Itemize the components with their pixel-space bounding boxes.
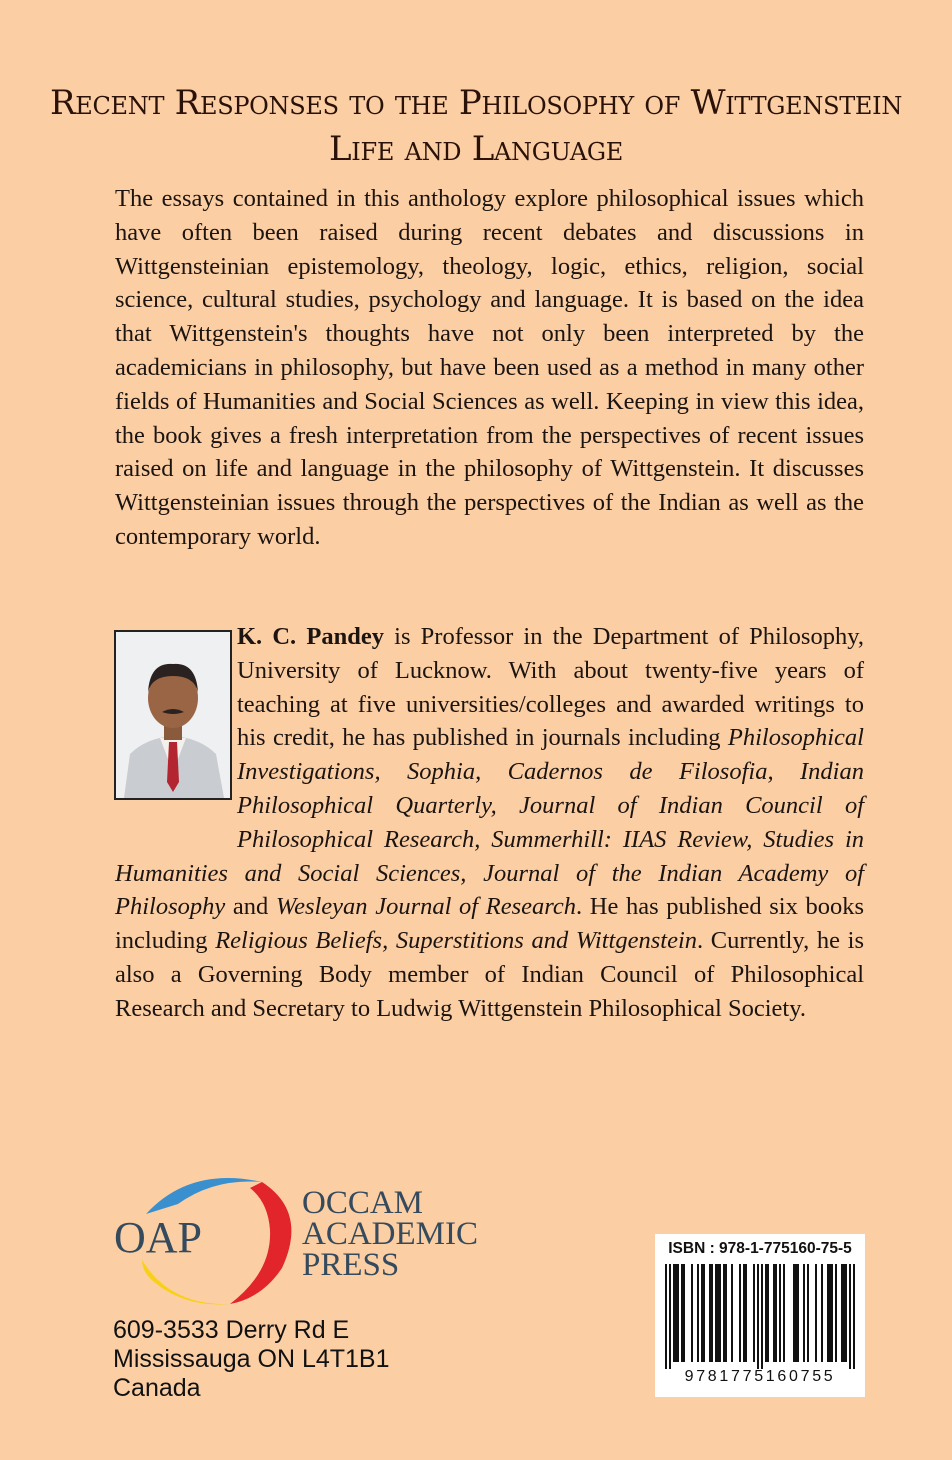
barcode-bar [783, 1264, 785, 1362]
logo-red-swoosh-icon [230, 1182, 291, 1304]
barcode-bar [779, 1264, 781, 1362]
address-line3: Canada [113, 1374, 201, 1402]
barcode-bar [669, 1264, 671, 1369]
author-bio-current: . Currently, he is also a Governing Body member of Indian Council of Philosophical Research and Secretary to Ludwig Wittgenstein Philosophical Society. [115, 927, 864, 1022]
barcode-bar [745, 1264, 747, 1362]
barcode-icon [661, 1264, 859, 1369]
author-bio-intro: is Professor in the Department of Philosophy, University of Lucknow. With about twenty-five years of teaching at five universities/colleges and awarded writings to his credit, he has published in journals including [237, 623, 864, 752]
barcode-bar [743, 1264, 745, 1362]
barcode-bar [691, 1264, 693, 1362]
publisher-logo [112, 1168, 312, 1308]
author-bio-books: . He has published six books including [115, 893, 864, 955]
author-book-title: Religious Beliefs, Superstitions and Wittgenstein [215, 927, 697, 955]
barcode-bar [761, 1264, 763, 1369]
barcode-bar [719, 1264, 721, 1362]
barcode-bar [827, 1264, 829, 1362]
publisher-name-line2: ACADEMIC [302, 1216, 479, 1252]
barcode-bar [665, 1264, 667, 1369]
barcode-bar [845, 1264, 847, 1362]
barcode-bar [765, 1264, 767, 1362]
barcode-bar [795, 1264, 797, 1362]
barcode-bar [681, 1264, 683, 1362]
publisher-address [113, 1316, 390, 1403]
barcode-bar [753, 1264, 755, 1362]
barcode-bar [773, 1264, 775, 1362]
book-title [0, 80, 952, 172]
barcode-bar [775, 1264, 777, 1362]
author-journal-last: Wesleyan Journal of Research [275, 893, 577, 921]
barcode-bar [767, 1264, 769, 1362]
barcode-bar [807, 1264, 809, 1362]
barcode-bar [757, 1264, 759, 1369]
isbn-label: ISBN : 978-1-775160-75-5 [668, 1240, 852, 1257]
barcode-bar [717, 1264, 719, 1362]
address-line2: Mississauga ON L4T1B1 [113, 1345, 390, 1373]
author-bio [115, 620, 864, 1026]
barcode-bar [673, 1264, 675, 1362]
barcode-bar [815, 1264, 817, 1362]
barcode-bar [829, 1264, 831, 1362]
barcode-bar [725, 1264, 727, 1362]
logo-text: OAP [114, 1213, 203, 1262]
barcode-bar [697, 1264, 699, 1362]
author-name: K. C. Pandey [237, 623, 384, 650]
barcode-bar [797, 1264, 799, 1362]
logo-blue-swoosh-icon [146, 1178, 262, 1214]
author-bio-and: and [225, 893, 276, 921]
logo-yellow-swoosh-icon [142, 1260, 230, 1305]
barcode-digits: 9781775160755 [684, 1368, 836, 1385]
barcode-bar [711, 1264, 713, 1362]
publisher-name-line3: PRESS [302, 1247, 400, 1283]
book-title-line1: Recent Responses to the Philosophy of Wittgenstein [49, 83, 903, 123]
barcode-bar [739, 1264, 741, 1362]
book-subtitle: Life and Language [329, 129, 623, 169]
barcode-bar [831, 1264, 833, 1362]
barcode-bar [709, 1264, 711, 1362]
barcode-bar [843, 1264, 845, 1362]
barcode-bar [677, 1264, 679, 1362]
barcode-bar [821, 1264, 823, 1362]
publisher-name-line1: OCCAM [302, 1185, 424, 1221]
author-journals: Philosophical Investigations, Sophia, Cadernos de Filosofia, Indian Philosophical Quarterly, Journal of Indian Council of Philosophical Research, Summerhill: IIAS Review, Studies in Humanities and Social Sciences, Journal of the Indian Academy of Philosophy [115, 724, 864, 921]
barcode-bar [731, 1264, 733, 1362]
barcode-bar [793, 1264, 795, 1362]
barcode-bar [723, 1264, 725, 1362]
barcode-bar [803, 1264, 805, 1362]
barcode-bar [715, 1264, 717, 1362]
barcode-bar [849, 1264, 851, 1369]
barcode-bar [835, 1264, 837, 1362]
barcode-bar [703, 1264, 705, 1362]
barcode-bar [841, 1264, 843, 1362]
barcode-bar [675, 1264, 677, 1362]
address-line1: 609-3533 Derry Rd E [113, 1316, 350, 1344]
isbn-barcode-box [655, 1234, 865, 1397]
publisher-name [302, 1185, 479, 1283]
barcode-bar [853, 1264, 855, 1369]
book-blurb: The essays contained in this anthology explore philosophical issues which have often been raised during recent debates and discussions in Wittgensteinian epistemology, theology, logic, ethics, religion, social science, cultural studies, psychology and language. It is based on the idea that Wittgenstein's thoughts have not only been interpreted by the academicians in philosophy, but have been used as a method in many other fields of Humanities and Social Sciences as well. Keeping in view this idea, the book gives a fresh interpretation from the perspectives of recent issues raised on life and language in the philosophy of Wittgenstein. It discusses Wittgensteinian issues through the perspectives of the Indian as well as the contemporary world. [115, 185, 864, 550]
barcode-bar [701, 1264, 703, 1362]
barcode-bar [683, 1264, 685, 1362]
